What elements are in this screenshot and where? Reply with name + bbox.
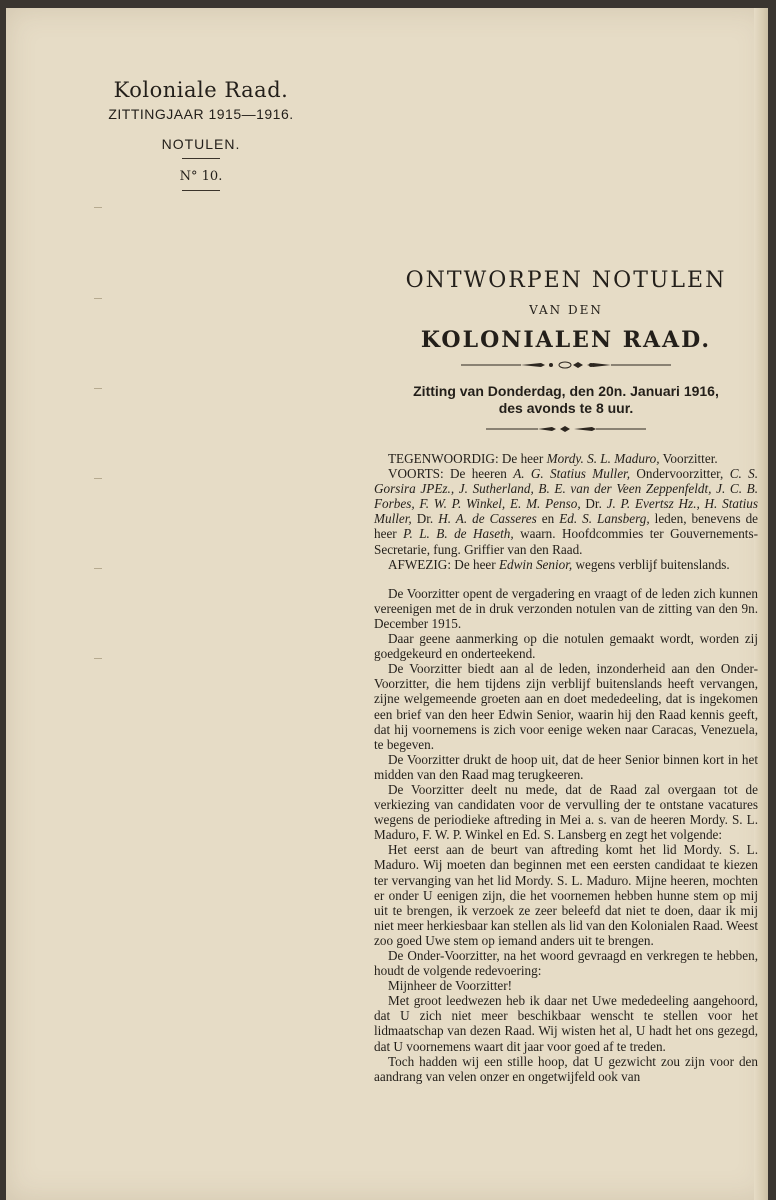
council-title: KOLONIALEN RAAD. — [420, 327, 712, 353]
notulen-label: NOTULEN. — [161, 136, 241, 152]
attendance-present: TEGENWOORDIG: De heer Mordy. S. L. Maduro, Voorzitter. — [388, 451, 718, 466]
margin-tick — [94, 568, 102, 569]
document-number: N° 10. — [179, 169, 223, 184]
divider — [182, 158, 220, 159]
ornament-divider — [461, 361, 671, 369]
session-year: ZITTINGJAAR 1915—1916. — [108, 106, 294, 122]
session-heading — [374, 383, 758, 417]
margin-tick — [94, 298, 102, 299]
margin-tick — [94, 478, 102, 479]
paragraph: De Voorzitter biedt aan al de leden, inzonderheid aan den Onder-Voorzitter, die hem tijdens zijn verblijf buitenslands heeft vervangen, zijne welgemeende groeten aan en doet mededeeling, dat is ingekomen een brief van den heer Edwin Senior, waarin hij den Raad kennis geeft, dat hij voornemens is zich voor eenige weken naar Caracas, Venezuela, te begeven. — [374, 661, 758, 752]
paragraph: Daar geene aanmerking op die notulen gemaakt wordt, worden zij goedgekeurd en onderteekend. — [374, 631, 758, 662]
divider — [182, 190, 220, 191]
document-page — [6, 8, 768, 1200]
paragraph: De Onder-Voorzitter, na het woord gevraagd en verkregen te hebben, houdt de volgende redevoering: — [374, 948, 758, 979]
ornament-divider — [486, 425, 646, 433]
minutes-body — [374, 451, 758, 1084]
subtitle-van-den: VAN DEN — [529, 303, 603, 317]
main-title: ONTWORPEN NOTULEN — [405, 268, 727, 293]
paragraph: De Voorzitter deelt nu mede, dat de Raad zal overgaan tot de verkiezing van candidaten voor de vervulling der te ontstane vacatures wegens de periodieke aftreding in Mei a. s. van de heeren Mordy. S. L. Maduro, F. W. P. Winkel en Ed. S. Lansberg en zegt het volgende: — [374, 781, 758, 843]
paragraph: De Voorzitter drukt de hoop uit, dat de heer Senior binnen kort in het midden van den Raad mag terugkeeren. — [374, 751, 758, 782]
attendance-others: VOORTS: De heeren A. G. Statius Muller, Ondervoorzitter, C. S. Gorsira JPEz., J. Sutherland, B. E. van der Veen Zeppenfeldt, J. C. B. Forbes, F. W. P. Winkel, E. M. Penso, Dr. J. P. Evertsz Hz., H. Statius Muller, Dr. H. A. de Casseres en Ed. S. Lansberg, leden, benevens de heer P. L. B. de Haseth, waarn. Hoofdcommies ter Gouvernements-Secretarie, fung. Griffier van den Raad. — [374, 466, 759, 557]
main-content — [374, 263, 758, 1084]
session-date: Zitting van Donderdag, den 20n. Januari 1916, — [413, 383, 719, 399]
attendance-absent: AFWEZIG: De heer Edwin Senior, wegens verblijf buitenslands. — [388, 556, 730, 572]
paragraph: Met groot leedwezen heb ik daar net Uwe mededeeling aangehoord, dat U zich niet meer beschikbaar wenscht te stellen voor het lidmaatschap van dezen Raad. Wij wisten het al, U hadt het ons gezegd, dat U voornemens waart dit jaar voor goed af te treden. — [374, 993, 758, 1054]
session-time: des avonds te 8 uur. — [498, 400, 634, 416]
document-header — [86, 76, 316, 191]
paragraph: Het eerst aan de beurt van aftreding komt het lid Mordy. S. L. Maduro. Wij moeten dan beginnen met een eersten candidaat te kiezen ter vervanging van het lid Mordy. S. L. Maduro. Mijne heeren, mochten er onder U eenigen zijn, die het voornemen hebben hunne stem op mij uit te brengen, ik verzoek ze zeer beleefd dat niet te doen, daar ik mij niet meer herkiesbaar kan stellen als lid van den Kolonialen Raad. Weest zoo goed Uwe stem op iemand anders uit te brengen. — [374, 842, 758, 948]
header-title: Koloniale Raad. — [113, 78, 289, 102]
margin-tick — [94, 207, 102, 208]
paragraph: Toch hadden wij een stille hoop, dat U gezwicht zou zijn voor den aandrang van velen onzer en ongetwijfeld ook van — [374, 1053, 758, 1084]
margin-tick — [94, 658, 102, 659]
paragraph: De Voorzitter opent de vergadering en vraagt of de leden zich kunnen vereenigen met de in druk verzonden notulen van de zitting van den 9n. December 1915. — [374, 585, 758, 631]
margin-tick — [94, 388, 102, 389]
paragraph: Mijnheer de Voorzitter! — [388, 978, 513, 994]
